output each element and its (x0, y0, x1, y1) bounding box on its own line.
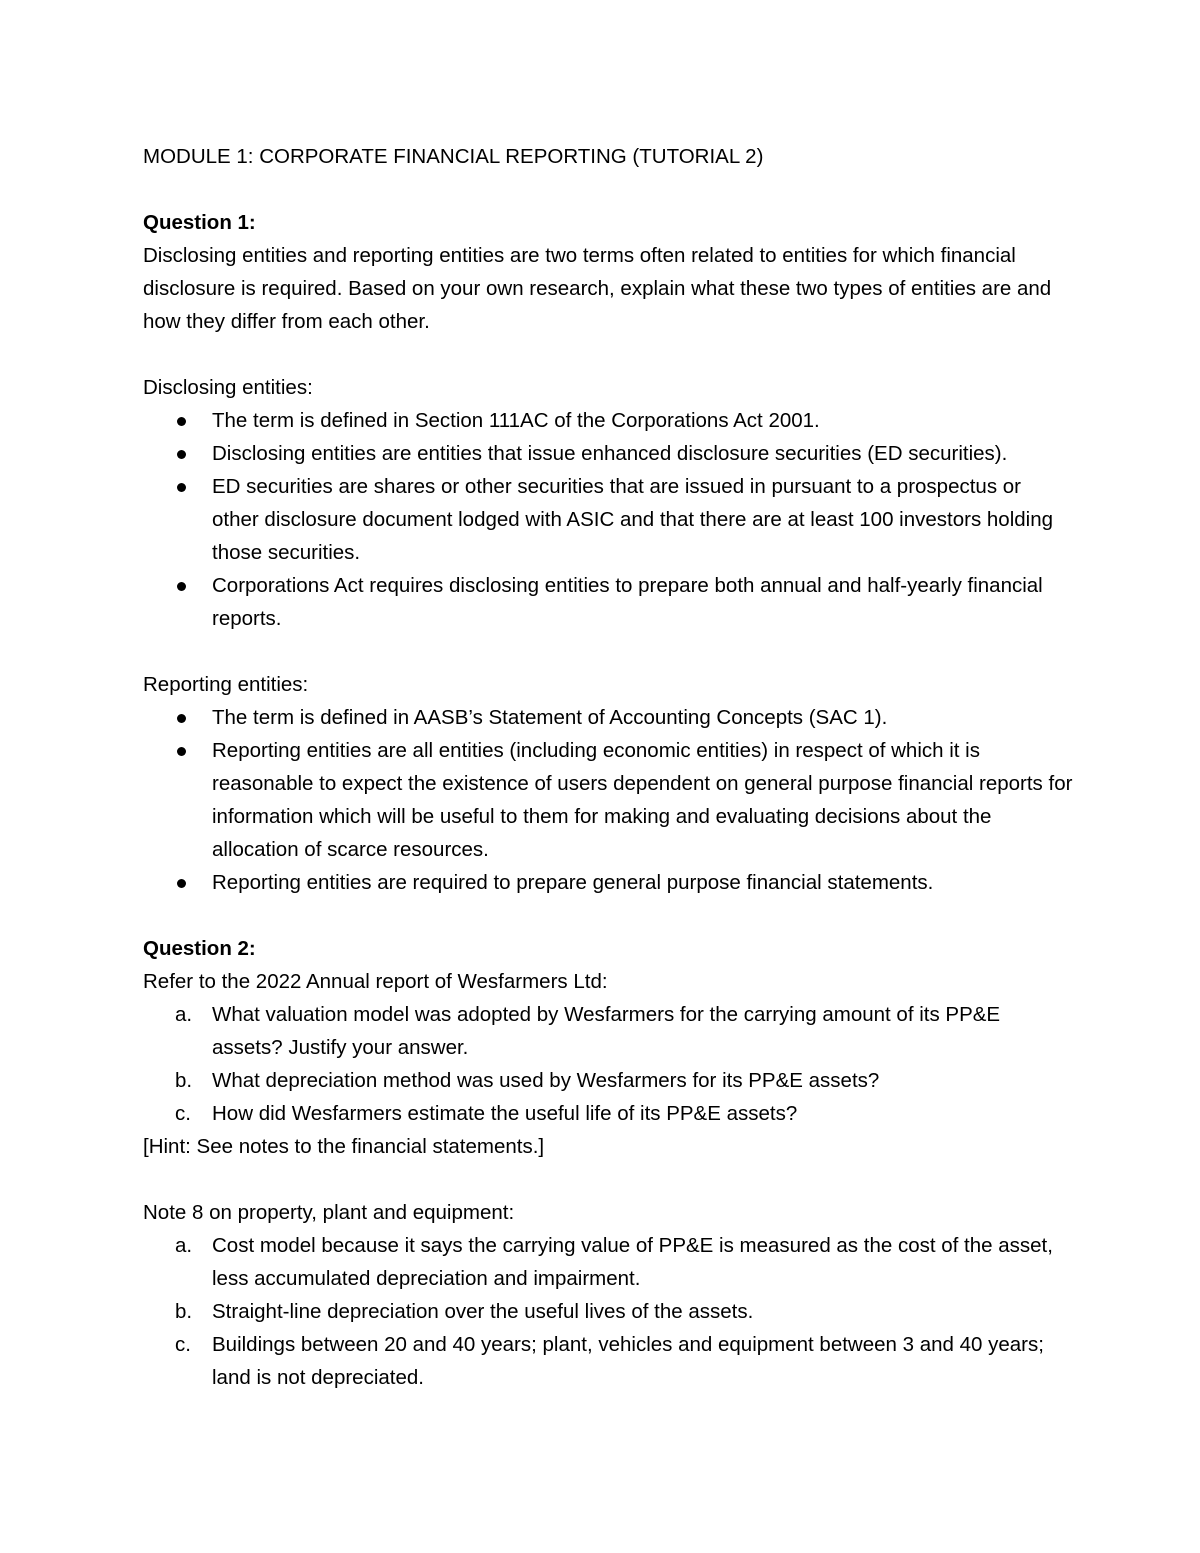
bullet-icon (177, 417, 186, 426)
list-item-text: The term is defined in AASB’s Statement of Accounting Concepts (SAC 1). (212, 706, 888, 729)
question-2-hint: [Hint: See notes to the financial statements.] (143, 1135, 545, 1158)
list-item-text: Cost model because it says the carrying value of PP&E is measured as the cost of the asset, less accumulated depreciation and impairment. (212, 1234, 1053, 1290)
list-item (143, 866, 1073, 899)
list-item (143, 1229, 1073, 1295)
bullet-icon (177, 582, 186, 591)
list-item-text: Disclosing entities are entities that issue enhanced disclosure securities (ED securities). (212, 442, 1008, 465)
list-item-text: Straight-line depreciation over the useful lives of the assets. (212, 1300, 754, 1323)
question-1-label: Question 1: (143, 211, 256, 234)
bullet-icon (177, 450, 186, 459)
list-item (143, 1097, 1073, 1130)
list-marker: a. (175, 1234, 193, 1257)
bullet-icon (177, 714, 186, 723)
list-item (143, 1295, 1073, 1328)
list-item (143, 470, 1073, 569)
bullet-icon (177, 747, 186, 756)
bullet-icon (177, 483, 186, 492)
note-8-list (143, 1229, 1073, 1394)
list-item-text: Buildings between 20 and 40 years; plant, vehicles and equipment between 3 and 40 years; land is not depreciated. (212, 1333, 1044, 1389)
question-2-label: Question 2: (143, 937, 256, 960)
list-item-text: Reporting entities are all entities (including economic entities) in respect of which it is reasonable to expect the existence of users dependent on general purpose financial reports for information which will be useful to them for making and evaluating decisions about the allocation of scarce resources. (212, 739, 1073, 861)
list-item-text: The term is defined in Section 111AC of the Corporations Act 2001. (212, 409, 820, 432)
list-item (143, 998, 1073, 1064)
reporting-entities-list (143, 701, 1073, 899)
list-item-text: How did Wesfarmers estimate the useful life of its PP&E assets? (212, 1102, 798, 1125)
list-item-text: What valuation model was adopted by Wesfarmers for the carrying amount of its PP&E assets? Justify your answer. (212, 1003, 1001, 1059)
list-marker: c. (175, 1102, 191, 1125)
list-item (143, 1328, 1073, 1394)
list-item-text: Reporting entities are required to prepare general purpose financial statements. (212, 871, 934, 894)
bullet-icon (177, 879, 186, 888)
list-item (143, 404, 1073, 437)
list-item (143, 437, 1073, 470)
question-2-intro: Refer to the 2022 Annual report of Wesfarmers Ltd: (143, 970, 608, 993)
list-marker: b. (175, 1300, 193, 1323)
note-8-heading: Note 8 on property, plant and equipment: (143, 1201, 515, 1224)
list-item (143, 734, 1073, 866)
list-marker: a. (175, 1003, 193, 1026)
list-item-text: ED securities are shares or other securities that are issued in pursuant to a prospectus or other disclosure document lodged with ASIC and that there are at least 100 investors holding those securities. (212, 475, 1054, 564)
list-marker: c. (175, 1333, 191, 1356)
question-1-text: Disclosing entities and reporting entities are two terms often related to entities for which financial disclosure is required. Based on your own research, explain what these two types of entities are and how they differ from each other. (143, 244, 1052, 333)
document-title: MODULE 1: CORPORATE FINANCIAL REPORTING (TUTORIAL 2) (143, 145, 764, 168)
list-item-text: What depreciation method was used by Wesfarmers for its PP&E assets? (212, 1069, 880, 1092)
list-item (143, 569, 1073, 635)
list-item (143, 701, 1073, 734)
list-item (143, 1064, 1073, 1097)
disclosing-entities-list (143, 404, 1073, 635)
document-content (143, 140, 1073, 1394)
disclosing-entities-heading: Disclosing entities: (143, 376, 313, 399)
list-item-text: Corporations Act requires disclosing entities to prepare both annual and half-yearly financial reports. (212, 574, 1043, 630)
list-marker: b. (175, 1069, 193, 1092)
question-2-list (143, 998, 1073, 1130)
reporting-entities-heading: Reporting entities: (143, 673, 309, 696)
